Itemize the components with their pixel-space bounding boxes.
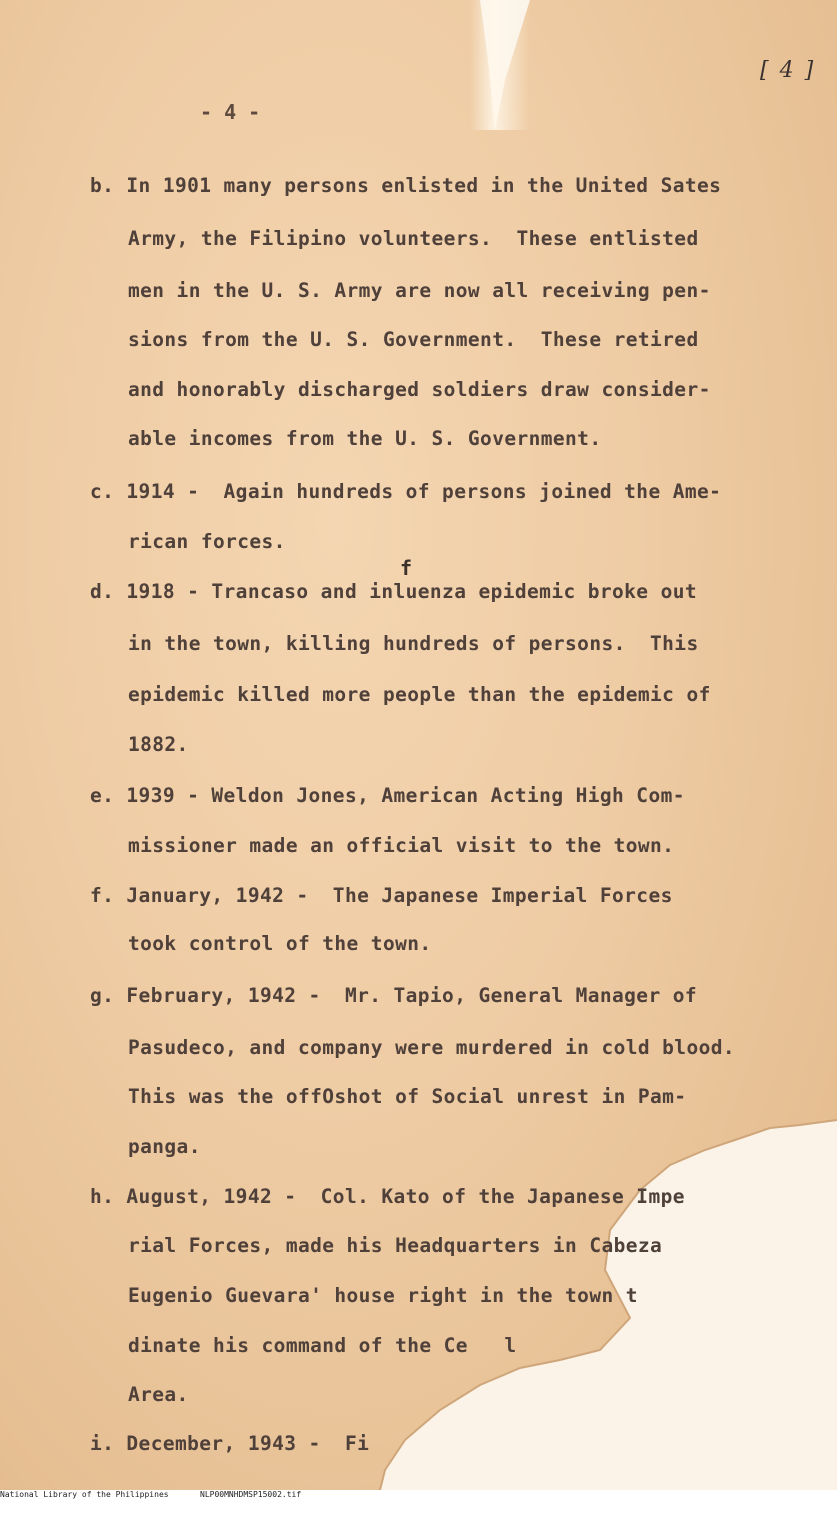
text-line: took control of the town.	[128, 932, 432, 955]
text-line: e. 1939 - Weldon Jones, American Acting High Com-	[90, 784, 685, 807]
text-line: men in the U. S. Army are now all receiving pen-	[128, 279, 711, 302]
file-id: NLP00MNHDMSP15002.tif	[200, 1490, 302, 1499]
scan-footer	[0, 1490, 837, 1500]
text-line: f. January, 1942 - The Japanese Imperial Forces	[90, 884, 673, 907]
text-line: c. 1914 - Again hundreds of persons joined the Ame-	[90, 480, 722, 503]
text-line: Eugenio Guevara' house right in the town t	[128, 1284, 638, 1307]
text-line: b. In 1901 many persons enlisted in the United Sates	[90, 174, 722, 197]
archive-page-mark: [ 4 ]	[760, 58, 816, 83]
text-line: g. February, 1942 - Mr. Tapio, General Manager of	[90, 984, 697, 1007]
text-line: missioner made an official visit to the town.	[128, 834, 675, 857]
text-line: and honorably discharged soldiers draw consider-	[128, 378, 711, 401]
text-line: epidemic killed more people than the epidemic of	[128, 683, 711, 706]
text-line: 1882.	[128, 733, 189, 756]
text-line: sions from the U. S. Government. These retired	[128, 328, 699, 351]
text-line: Army, the Filipino volunteers. These entlisted	[128, 227, 699, 250]
handwritten-correction: f	[400, 556, 413, 580]
text-line: h. August, 1942 - Col. Kato of the Japanese Impe	[90, 1185, 685, 1208]
text-line: Area.	[128, 1383, 189, 1406]
text-line: d. 1918 - Trancaso and inluenza epidemic broke out	[90, 580, 697, 603]
text-line: This was the offOshot of Social unrest in Pam-	[128, 1085, 687, 1108]
text-line: rial Forces, made his Headquarters in Cabeza	[128, 1234, 663, 1257]
text-line: i. December, 1943 - Fi	[90, 1432, 370, 1455]
library-name: National Library of the Philippines	[0, 1490, 169, 1499]
text-line: in the town, killing hundreds of persons. This	[128, 632, 699, 655]
text-line: panga.	[128, 1135, 201, 1158]
page-number: - 4 -	[200, 100, 261, 124]
text-line: dinate his command of the Ce l	[128, 1334, 517, 1357]
text-line: able incomes from the U. S. Government.	[128, 427, 602, 450]
paper-fold	[470, 0, 530, 130]
text-line: Pasudeco, and company were murdered in cold blood.	[128, 1036, 735, 1059]
text-line: rican forces.	[128, 530, 286, 553]
